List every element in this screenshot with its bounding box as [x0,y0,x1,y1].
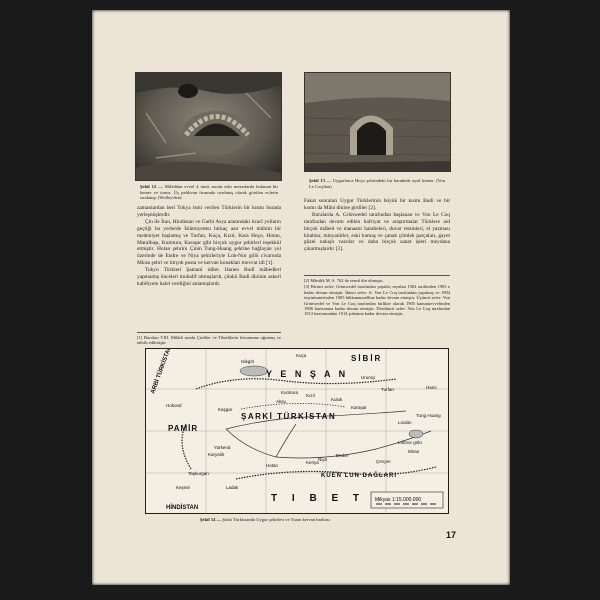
figure-12-photo [135,72,282,181]
left-footnotes [137,335,281,347]
map-region-hindistan: HİNDİSTAN [166,505,199,511]
figure-14-caption [200,517,440,523]
map-place-endre: Endre [336,453,349,458]
map-place-miran: Miran [408,449,420,454]
left-paragraph-1: zamanlardan beri Tokya ismi verilen Türklerin bir kısmı burada yerleşmişlerdir. [137,205,281,218]
map-place-kuluk: Kuluk [331,397,343,402]
map-svg [146,349,448,513]
map-place-lobnor: Lobnor gölü [398,440,422,445]
map-place-turfan: Turfan [381,387,394,392]
map-place-kumtura: Kumtura [281,390,299,395]
map-place-karasar: Karaşar [351,405,367,410]
footnote-2: [2] Mânilik M. S. 762 de resmî din olmuştu. [304,278,384,283]
map-region-sarki-turkistan: ŞARKİ TÜRKİSTAN [241,412,337,421]
map-place-keriya: Keriya [306,460,319,465]
map-place-hotan: Hotan [266,463,279,468]
map-place-karyalik: Karyalık [208,452,225,457]
map-place-hokond: Hokond [166,403,182,408]
right-footnote-rule [304,275,450,276]
map-place-taskurgan: Taşkurgan [188,471,209,476]
map-region-tienshan: Y E N Ş A N [266,369,349,379]
map-place-kuca: Kuça [296,353,307,358]
map-place-cercen: Çerçen [376,459,391,464]
right-paragraph-1: Fakat sonraları Uygur Türklerinin büyük bir kısmı Budi ve bir kısmı da Mâni dinine girdiler [2]. [304,198,450,211]
map-place-ladak: Ladak [226,485,239,490]
map-region-garbi-turkistan: ARBİ TÜRKİSTAN [150,349,174,395]
figure-13-caption [309,178,445,189]
map-region-sibirya: SİBİR [351,354,383,363]
map-isikgol-lake [240,366,268,376]
map-place-isikgol: Isikgöl [241,359,254,364]
map-scale: Mikyas 1:15.000.000 [375,497,422,503]
map-region-kuenlun: KUEN LUN DAĞLARI [321,473,397,479]
map-place-yarkend: Yarkend [214,445,231,450]
figure-14-caption-text: Şarki Türkistanda Uygur şehirleri ve Turan kervan harltası [222,517,330,522]
map-place-hami: Hami [426,385,437,390]
figure-12-label: Şekil 12 — [140,184,163,189]
figure-12-caption-text: Milâddan evvel 4 üncü asırda eski mezarlarda bulunan bir kemer ve tonoz. Üç pehlivan fırınında oyulmuş olarak görülen evlerin sıralanışı (Wolley'den). [140,184,278,201]
map-place-kesmir: Keşmir [176,485,191,490]
footnote-1: [1] Buraları VIII. Milâdi asırda Çinliler ve Tibetlilerin hücumuna uğramış ve tahrib edilmiştir. [137,335,281,346]
footnote-3: [3] Birinci sefer: Grünwedel tarafından yapıldı; seyahat 1902 tarihinden 1903 e kadar devam etmiştir. İkinci sefer: A. Von Le Coq tarafından yapılmış ve 1904 teşrinisanisinden 1905 hikkanunuelline kadar devam etmiştir. Üçüncü sefer: Von Grünwedel ve Von Le Coq tarafından birlikte olarak 1905 kanunuevvelinden 1906 haziranına kadar devam etmiştir. Dördüncü sefer: Von Le Coq tarafından 1913 haziranından 1914 şubatına kadar devam etmiştir. [304,284,450,317]
figure-13-photo [304,72,451,172]
figure-13-label: Şekil 13 — [309,178,332,183]
figure-14-map [145,348,449,514]
left-footnote-rule [137,332,281,333]
map-place-niya: Niya [318,457,328,462]
left-paragraph-2: Çin ile İran, Hindistan ve Garbi Asya arasındaki ticarî yolların geçtiği bu yerlerde İslâmiyetten birkaç asır evvel mühim bir medeniyet başlamış ve Turfan, Kuça, Kızıl, Kara Hoço, Hotan, Maralbaşı, Kumtura, Karaşar gibi birçok uygur şehirleri teşekkül etmiştir. Hotan şehrini Çinin Tung-Huang şehrine bağlayan yol üzerinde de Endre ve Niya şehirleriyle Lob-Nor gölü civarında Miran şehri ve birçok posta ve kervan konakları mevcut idi [1]. [137,218,281,267]
right-text-column [304,198,450,253]
map-lobnor-lake [409,430,423,438]
figure-13-caption-text: Uygurlarca Hoço şehrindeki bir harabede ayrıl kemer. (Von Le Coq'dan) [309,178,446,189]
map-region-tibet: T I B E T [271,493,365,504]
right-footnotes [304,278,450,318]
map-place-urumci: Urumçi [361,375,376,380]
map-place-kasgar: Kaşgar [218,407,233,412]
page-number: 17 [446,530,457,540]
map-region-pamir: PAMİR [168,424,199,433]
map-place-tung-huang: Tung Huang [416,413,441,418]
figure-14-label: Şekil 14 — [200,517,222,522]
map-place-kizil: Kızıl [306,393,315,398]
left-text-column [137,205,281,288]
left-paragraph-3: Tokyo Türkleri Şamanî idiler. Hanen Budî mâbedleri yapmamış önceleri muhalif olmuşlardı, çünkü Budi dininin askerî kabiliyete halel verdiğini anlamışlardı. [137,267,281,287]
figure-12-caption [140,184,278,201]
map-place-aksu: Aksu [276,399,287,404]
map-place-loulan: Loulan [398,420,412,425]
right-paragraph-2: Buralarda A. Grünwedel tarafından başlanan ve Von Le Coq tarafından devam edilen hafriyat ve araştırmalar Türklere aid birçok mâbed ve manastır harabeleri, duvar resimleri, el yazması kitablar, minyatürler, eski kumaş ve çanak çömlek parçaları, gayet güzel nakışlı vazolar ve daha birçok sanat işleri meydana çıkarmışlardır [3]. [304,211,450,253]
